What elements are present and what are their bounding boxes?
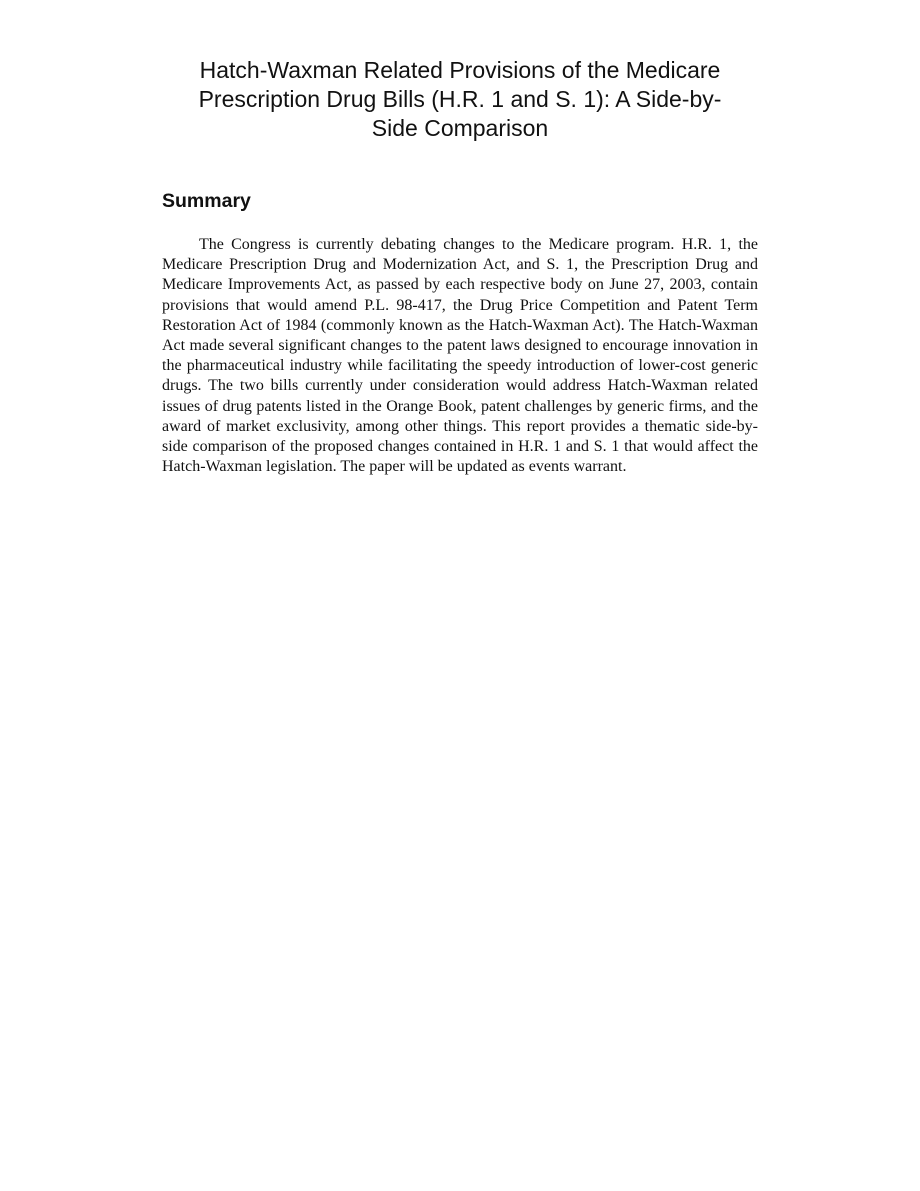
document-title [162, 56, 758, 143]
summary-paragraph: The Congress is currently debating changes to the Medicare program. H.R. 1, the Medicare Prescription Drug and Modernization Act, and S. 1, the Prescription Drug and Medicare Improvements Act, as passed by each respective body on June 27, 2003, contain provisions that would amend P.L. 98-417, the Drug Price Competition and Patent Term Restoration Act of 1984 (commonly known as the Hatch-Waxman Act). The Hatch-Waxman Act made several significant changes to the patent laws designed to encourage innovation in the pharmaceutical industry while facilitating the speedy introduction of lower-cost generic drugs. The two bills currently under consideration would address Hatch-Waxman related issues of drug patents listed in the Orange Book, patent challenges by generic firms, and the award of market exclusivity, among other things. This report provides a thematic side-by-side comparison of the proposed changes contained in H.R. 1 and S. 1 that would affect the Hatch-Waxman legislation. The paper will be updated as events warrant. [162, 236, 758, 476]
document-page [162, 56, 758, 477]
title-line: Side Comparison [371, 115, 549, 141]
title-line: Prescription Drug Bills (H.R. 1 and S. 1): A Side-by- [198, 86, 722, 112]
summary-heading: Summary [162, 190, 251, 212]
title-line: Hatch-Waxman Related Provisions of the Medicare [199, 57, 721, 83]
